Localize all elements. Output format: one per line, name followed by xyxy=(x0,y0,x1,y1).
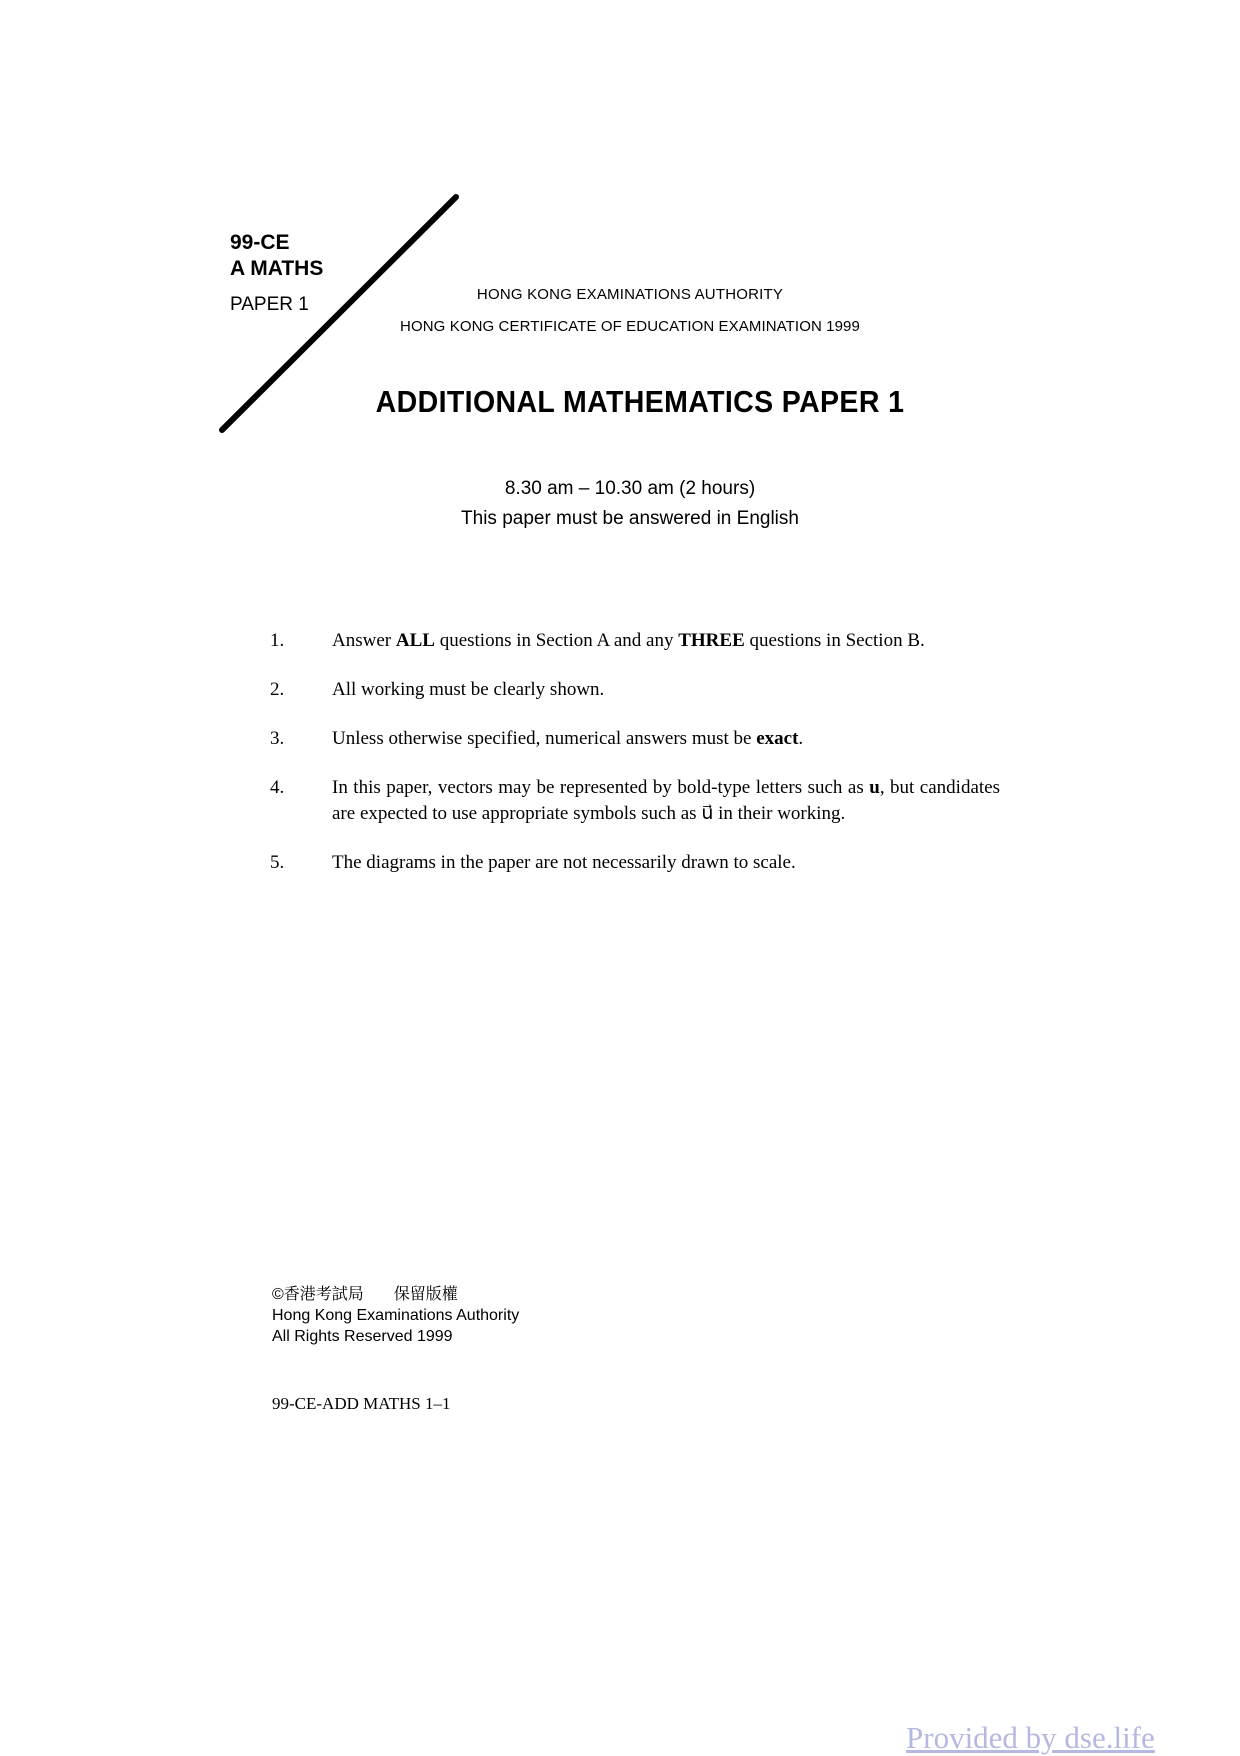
watermark-link[interactable]: Provided by dse.life xyxy=(906,1720,1155,1755)
instruction-text-part: All working must be clearly shown. xyxy=(332,679,605,700)
instruction-text xyxy=(332,628,1000,654)
exam-heading: HONG KONG CERTIFICATE OF EDUCATION EXAMINATION 1999 xyxy=(400,318,860,335)
instruction-emphasis: ALL xyxy=(395,630,435,651)
instruction-text xyxy=(332,726,1000,752)
copyright-english-rights: All Rights Reserved 1999 xyxy=(272,1328,453,1345)
footer-page-code: 99-CE-ADD MATHS 1–1 xyxy=(272,1394,451,1413)
instruction-emphasis: u xyxy=(869,777,880,798)
instruction-emphasis: THREE xyxy=(678,630,745,651)
exam-code: 99-CE xyxy=(230,231,290,254)
instruction-text xyxy=(332,775,1000,827)
instruction-item xyxy=(270,726,1000,752)
instruction-text xyxy=(332,850,1000,876)
instruction-item xyxy=(270,677,1000,703)
instruction-text-part: Unless otherwise specified, numerical answers must be xyxy=(332,728,757,749)
instruction-number: 4. xyxy=(270,777,285,798)
instruction-text-part: questions in Section B. xyxy=(744,630,925,651)
instruction-text-part: Answer xyxy=(332,630,396,651)
instruction-item xyxy=(270,850,1000,876)
instruction-text-part: questions in Section A and any xyxy=(434,630,679,651)
authority-heading: HONG KONG EXAMINATIONS AUTHORITY xyxy=(476,286,784,303)
exam-time: 8.30 am – 10.30 am (2 hours) xyxy=(504,478,756,499)
language-note: This paper must be answered in English xyxy=(461,508,799,529)
instruction-text-part: , but candidates are expected to use appropriate symbols such as u⃗ in their working. xyxy=(332,777,1000,824)
instruction-text xyxy=(332,677,1000,703)
instruction-text-part: The diagrams in the paper are not necessarily drawn to scale. xyxy=(332,852,796,873)
subject-code: A MATHS xyxy=(230,257,324,280)
copyright-english-authority: Hong Kong Examinations Authority xyxy=(272,1307,520,1324)
copyright-block xyxy=(272,1284,519,1347)
paper-number: PAPER 1 xyxy=(230,294,309,315)
instruction-number: 3. xyxy=(270,728,285,749)
instruction-number: 1. xyxy=(270,630,285,651)
instruction-text-part: . xyxy=(798,728,804,749)
instruction-item xyxy=(270,628,1000,654)
paper-title: ADDITIONAL MATHEMATICS PAPER 1 xyxy=(375,384,905,419)
instruction-text-part: In this paper, vectors may be represented by bold-type letters such as xyxy=(332,777,870,798)
copyright-chinese-authority: ©香港考試局 xyxy=(272,1286,364,1303)
instruction-number: 2. xyxy=(270,679,285,700)
instruction-item xyxy=(270,775,1000,827)
instruction-emphasis: exact xyxy=(756,728,799,749)
copyright-chinese-rights: 保留版權 xyxy=(393,1286,458,1303)
instructions-list xyxy=(270,628,1000,876)
copyright-chinese xyxy=(272,1284,519,1305)
instruction-number: 5. xyxy=(270,852,285,873)
